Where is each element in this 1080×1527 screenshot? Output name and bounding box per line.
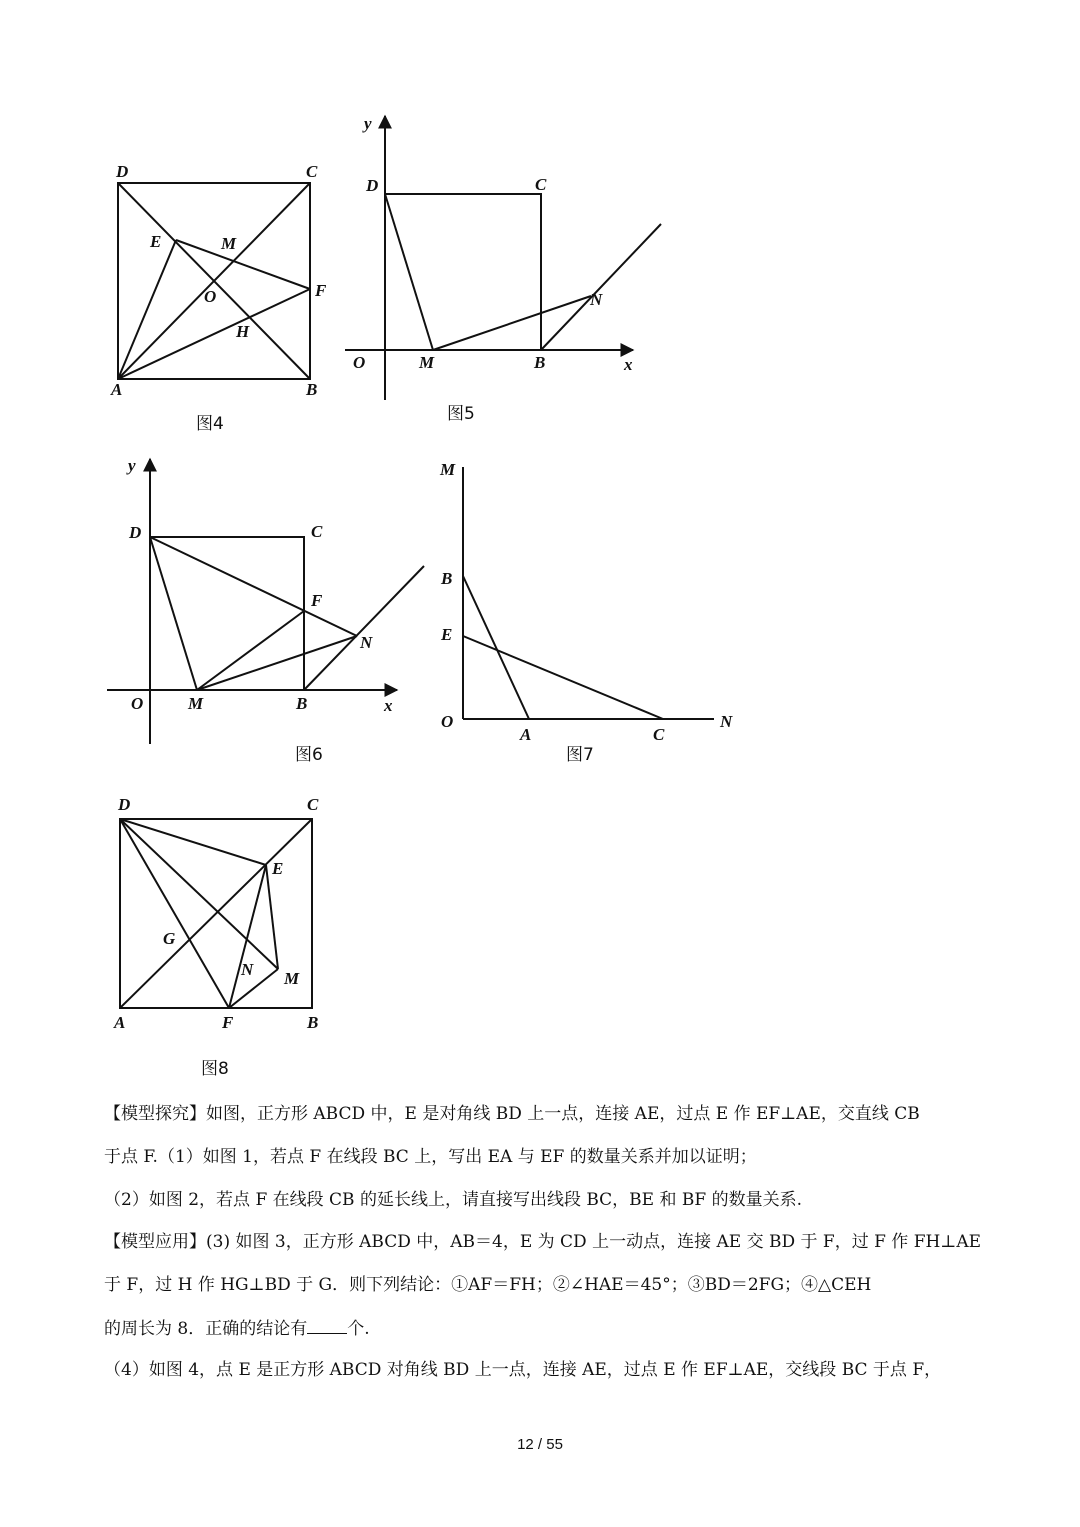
fig8-label-m: M (284, 969, 300, 988)
problem-line-6-before: 的周长为 8．正确的结论有 (104, 1319, 308, 1339)
fig5-label-c: C (535, 175, 547, 194)
fig5-label-x: x (624, 355, 633, 374)
fig7-label-m: M (440, 460, 456, 479)
fig6-label-b: B (296, 694, 308, 713)
fig8-label-e: E (272, 859, 284, 878)
figure-7 (439, 460, 733, 765)
problem-line-4: 【模型应用】(3) 如图 3，正方形 ABCD 中，AB＝4，E 为 CD 上一动点，连接 AE 交 BD 于 F，过 F 作 FH⊥AE (104, 1232, 982, 1252)
fig8-label-n: N (241, 960, 254, 979)
fig4-label-o: O (204, 287, 217, 306)
fig8-label-c: C (307, 795, 319, 814)
fig7-label-c: C (653, 725, 665, 744)
fig6-label-n: N (360, 633, 373, 652)
figure-8 (113, 795, 319, 1079)
figure-6 (107, 456, 424, 765)
fig4-label-d: D (116, 162, 129, 181)
fig5-ray-bn (541, 224, 661, 350)
fig7-segment-ec (463, 636, 663, 719)
figure-4 (110, 162, 327, 434)
fig8-segment-dm (120, 819, 278, 969)
fig7-caption: 图7 (566, 745, 594, 765)
fig6-segment-mn (197, 636, 357, 690)
fig7-label-e: E (441, 625, 453, 644)
fig7-label-a: A (520, 725, 532, 744)
fig8-label-g: G (163, 929, 176, 948)
fig4-caption: 图4 (196, 414, 224, 434)
fig7-segment-ba (463, 576, 529, 719)
page-number: 12 / 55 (517, 1436, 563, 1453)
fig6-label-d: D (129, 523, 142, 542)
problem-line-7: （4）如图 4，点 E 是正方形 ABCD 对角线 BD 上一点，连接 AE，过点 E 作 EF⊥AE，交线段 BC 于点 F， (104, 1360, 942, 1380)
problem-line-3: （2）如图 2，若点 F 在线段 CB 的延长线上，请直接写出线段 BC，BE 和 BF 的数量关系. (104, 1190, 802, 1210)
fig4-segment-ef (176, 240, 310, 289)
fig6-segment-mf (197, 611, 304, 690)
fig6-segment-dm (150, 537, 197, 690)
fig6-label-o: O (131, 694, 144, 713)
fig6-caption: 图6 (295, 745, 323, 765)
figure-5 (345, 114, 661, 424)
problem-line-2: 于点 F.（1）如图 1，若点 F 在线段 BC 上，写出 EA 与 EF 的数量关系并加以证明； (104, 1147, 757, 1167)
fig5-label-d: D (366, 176, 379, 195)
fig8-caption: 图8 (201, 1059, 229, 1079)
fig5-caption: 图5 (447, 404, 475, 424)
fig6-ray-bn (304, 566, 424, 690)
fig5-label-m: M (419, 353, 435, 372)
fig8-segment-fm (229, 969, 278, 1008)
fig6-label-y: y (128, 456, 136, 475)
problem-line-5: 于 F，过 H 作 HG⊥BD 于 G．则下列结论：①AF＝FH；②∠HAE＝45°；③BD＝2FG；④△CEH (104, 1275, 872, 1295)
fig5-label-n: N (590, 290, 603, 309)
fig4-label-a: A (111, 380, 123, 399)
fig6-label-x: x (384, 696, 393, 715)
fig8-label-b: B (307, 1013, 319, 1032)
fig4-label-c: C (306, 162, 318, 181)
fig7-label-b: B (441, 569, 453, 588)
fig4-label-h: H (236, 322, 250, 341)
fig5-label-b: B (534, 353, 546, 372)
fig4-label-e: E (150, 232, 162, 251)
fig6-label-f: F (311, 591, 323, 610)
problem-line-6-after: 个. (347, 1319, 370, 1339)
fig5-label-o: O (353, 353, 366, 372)
fig6-label-c: C (311, 522, 323, 541)
fig5-segment-dm (385, 194, 433, 350)
fig5-label-y: y (364, 114, 372, 133)
problem-line-6 (104, 1318, 984, 1340)
fig4-label-f: F (315, 281, 327, 300)
fig8-label-d: D (118, 795, 131, 814)
fig4-label-m: M (221, 234, 237, 253)
fig8-label-a: A (114, 1013, 126, 1032)
fig4-segment-ae (118, 240, 176, 379)
answer-blank (307, 1318, 347, 1334)
fig7-label-n: N (720, 712, 733, 731)
fig6-label-m: M (188, 694, 204, 713)
fig7-label-o: O (441, 712, 454, 731)
fig8-segment-ef (229, 865, 266, 1008)
fig4-label-b: B (306, 380, 318, 399)
fig8-segment-em (266, 865, 278, 969)
fig8-label-f: F (222, 1013, 234, 1032)
problem-line-1: 【模型探究】如图，正方形 ABCD 中，E 是对角线 BD 上一点，连接 AE，过点 E 作 EF⊥AE，交直线 CB (104, 1104, 920, 1124)
fig6-segment-dn (150, 537, 357, 636)
